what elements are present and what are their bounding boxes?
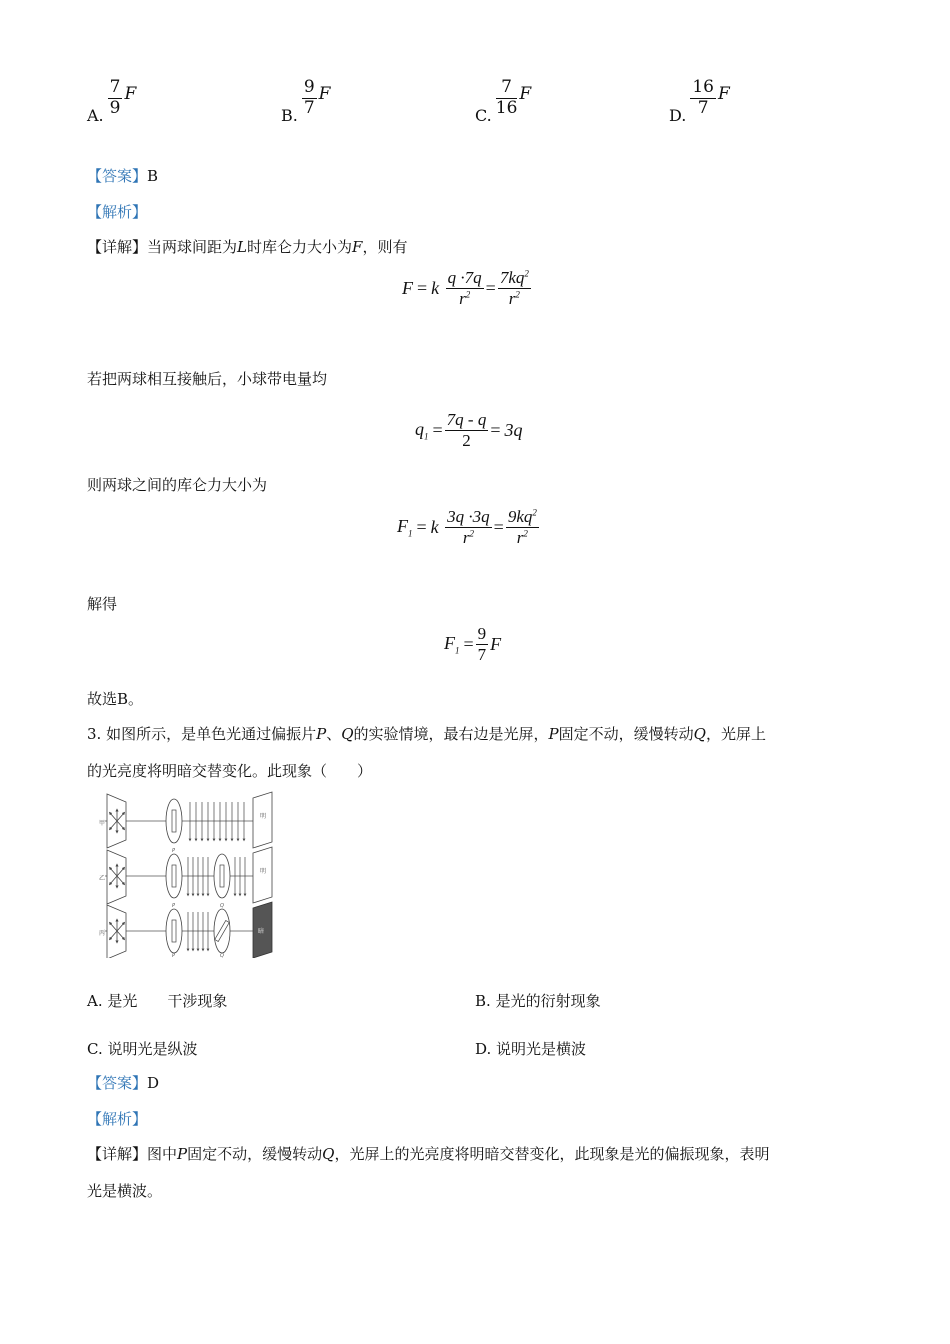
- row-label-2: 乙: [99, 875, 106, 882]
- analysis-tag: 【解析】: [87, 203, 148, 221]
- text-solve: 解得: [87, 595, 118, 613]
- option-c[interactable]: C. $\frac{7}{16}$ F: [475, 77, 532, 125]
- equation-charge: $q_1$ = $\frac{7q - q}{2}$ = 3q: [415, 410, 523, 450]
- option-a[interactable]: A. $\frac{7}{9}$ F: [87, 77, 137, 125]
- option-label: C.: [475, 105, 492, 125]
- option-label: B.: [281, 105, 298, 125]
- p-label: P: [172, 953, 176, 958]
- figure-row-2: [99, 847, 272, 909]
- equation-result: $F_1$ = $\frac{9}{7}$ F: [444, 624, 502, 664]
- q3-detail-line2: 光是横波。: [87, 1182, 163, 1200]
- option-b[interactable]: B. $\frac{9}{7}$ F: [281, 77, 331, 125]
- detail-line: 【详解】当两球间距为L时库仑力大小为F，则有: [87, 238, 408, 256]
- answer-line: [87, 165, 158, 186]
- q3-stem-line2: 的光亮度将明暗交替变化。此现象（ ）: [87, 762, 373, 780]
- polarization-figure: [90, 788, 290, 958]
- answer-value: D: [147, 1074, 160, 1092]
- q3-stem-line1: 3. 如图所示，是单色光通过偏振片P、Q的实验情境，最右边是光屏，P固定不动，缓慢转动Q，光屏上: [87, 725, 766, 743]
- equation-coulomb: F = k $\frac{q \cdot 7q}{r^2}$ = $\frac{7kq^2}{r^2}$: [402, 268, 529, 308]
- q3-option-d[interactable]: D. 说明光是横波: [475, 1040, 587, 1058]
- text-conclude: 故选B。: [87, 690, 144, 708]
- text-contact: 若把两球相互接触后，小球带电量均: [87, 370, 328, 388]
- screen-label-1: 明: [260, 813, 267, 820]
- screen-label-2: 明: [260, 868, 267, 875]
- row-label-3: 丙: [99, 930, 106, 937]
- figure-row-1: [99, 792, 272, 854]
- option-label: D.: [669, 105, 687, 125]
- text-force: 则两球之间的库仑力大小为: [87, 476, 268, 494]
- q3-option-b[interactable]: B. 是光的衍射现象: [475, 992, 601, 1010]
- option-label: A.: [87, 105, 104, 125]
- answer-tag: 【答案】: [87, 167, 148, 185]
- q-label: Q: [220, 903, 224, 909]
- screen-label-3: 暗: [258, 928, 265, 935]
- answer-value: B: [147, 167, 159, 185]
- row-label-1: 甲: [99, 820, 106, 827]
- option-d[interactable]: D. $\frac{16}{7}$ F: [669, 77, 730, 125]
- fraction: $\frac{16}{7}$: [692, 77, 714, 118]
- fraction: $\frac{7}{9}$: [109, 77, 121, 118]
- equation-coulomb-after: $F_1 = k$ $\frac{3q \cdot 3q}{r^2}$ = $\frac{9kq^2}{r^2}$: [397, 507, 537, 547]
- p-label: P: [172, 903, 176, 909]
- q3-option-a[interactable]: A. 是光 干涉现象: [87, 992, 228, 1010]
- q3-detail-line1: 【详解】图中P固定不动，缓慢转动Q，光屏上的光亮度将明暗交替变化，此现象是光的偏振现象，表明: [87, 1145, 770, 1163]
- fraction: $\frac{9}{7}$: [303, 77, 315, 118]
- figure-row-3: [99, 902, 272, 958]
- fraction: $\frac{7}{16}$: [495, 77, 518, 118]
- q3-option-c[interactable]: C. 说明光是纵波: [87, 1040, 198, 1058]
- p-label: P: [172, 848, 176, 854]
- q3-answer-line: [87, 1072, 159, 1093]
- answer-tag: 【答案】: [87, 1074, 148, 1092]
- q-label: Q: [220, 953, 224, 958]
- q3-analysis-tag: 【解析】: [87, 1110, 148, 1128]
